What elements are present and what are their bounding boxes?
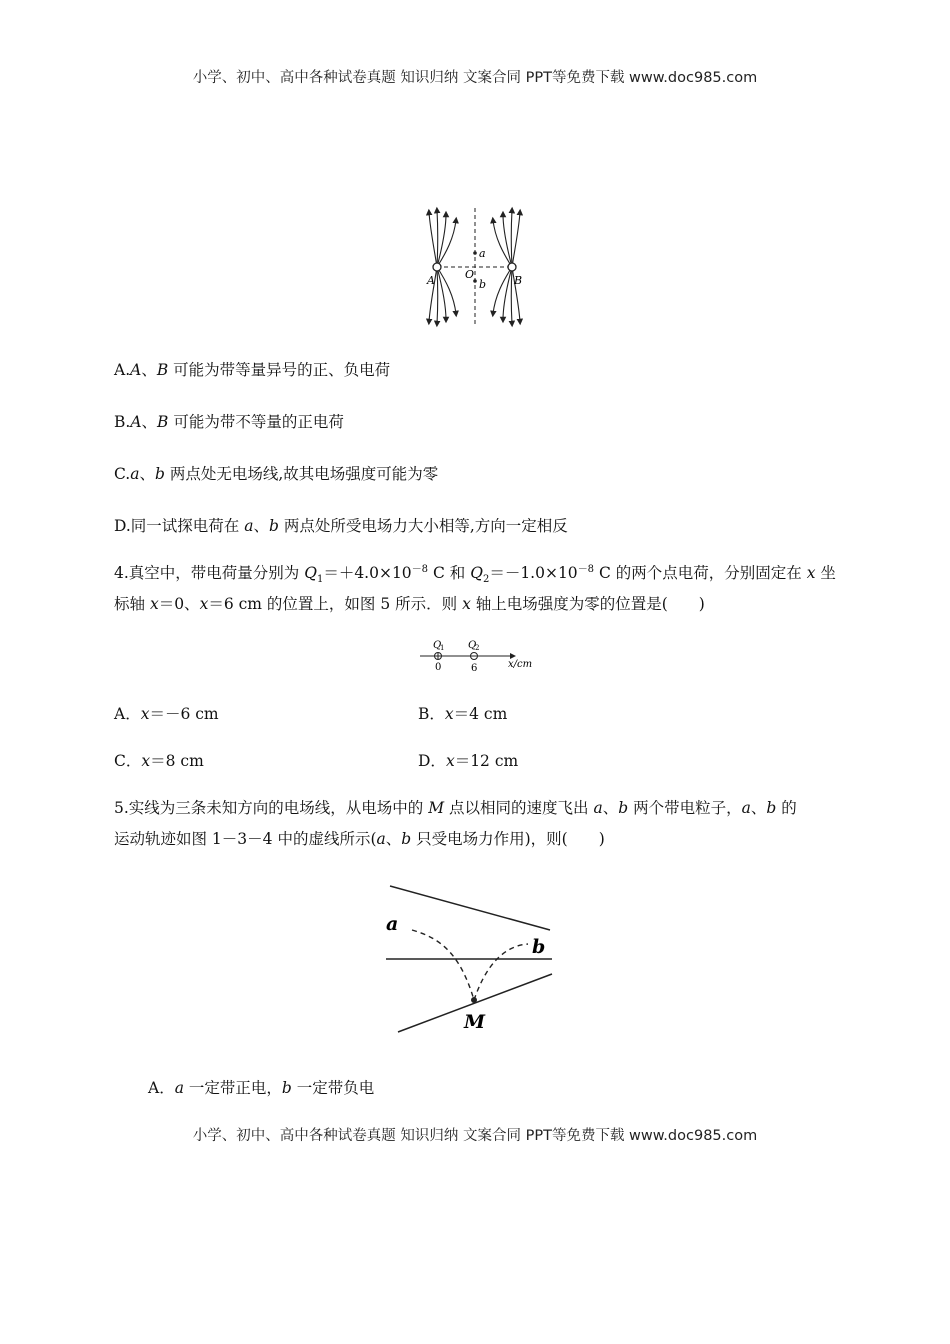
axis-label: x/cm <box>508 659 533 670</box>
q3-option-d: D.同一试探电荷在 a、b 两点处所受电场力大小相等,方向一定相反 <box>114 517 568 535</box>
label-a: a <box>386 913 399 935</box>
tick-0: 0 <box>435 662 442 673</box>
label-a-charge: A <box>427 274 435 287</box>
q4-stem-line1: 4.真空中，带电荷量分别为 $Q_1=+4.0\times 10^{-8}$ C 和 $Q_2=-1.0\times 10^{-8}$ C 的两个点电荷，分别固定在 x 坐 <box>114 563 836 586</box>
page-header: 小学、初中、高中各种试卷真题 知识归纳 文案合同 PPT等免费下载 www.doc985.com <box>192 70 758 86</box>
point-m-dot <box>471 997 477 1003</box>
label-q2: Q <box>468 640 477 651</box>
q4-option-a: A．x＝－6 cm <box>114 705 219 723</box>
q4-stem-line2: 标轴 x＝0、x＝6 cm 的位置上，如图 5 所示．则 x 轴上电场强度为零的位置是( ) <box>114 595 705 613</box>
q3-option-b: B.A、B 可能为带不等量的正电荷 <box>114 413 344 431</box>
charge-a-circle <box>433 263 441 271</box>
q5-stem-line1: 5.实线为三条未知方向的电场线，从电场中的 M 点以相同的速度飞出 a、b 两个带电粒子，a、b 的 <box>114 799 797 817</box>
trajectory-a <box>412 930 474 1000</box>
label-b: b <box>532 936 546 958</box>
page-footer: 小学、初中、高中各种试卷真题 知识归纳 文案合同 PPT等免费下载 www.doc985.com <box>192 1128 758 1144</box>
q3-field-line-figure <box>420 208 530 326</box>
q3-option-c: C.a、b 两点处无电场线,故其电场强度可能为零 <box>114 465 439 483</box>
q5-option-a: A．a 一定带正电，b 一定带负电 <box>148 1079 375 1097</box>
q5-stem-line2: 运动轨迹如图 1－3－4 中的虚线所示(a、b 只受电场力作用)，则( ) <box>114 830 605 848</box>
q4-option-d: D．x＝12 cm <box>418 752 519 770</box>
label-point-b: b <box>479 278 487 291</box>
label-q1-sub: 1 <box>440 644 445 652</box>
q3-option-a: A.A、B 可能为带等量异号的正、负电荷 <box>114 361 391 379</box>
label-point-a: a <box>479 247 486 260</box>
label-q1: Q <box>433 640 442 651</box>
label-m: M <box>464 1011 486 1033</box>
q4-option-c: C．x＝8 cm <box>114 752 204 770</box>
q4-axis-figure <box>418 636 538 676</box>
tick-6: 6 <box>471 663 478 674</box>
q4-option-b: B．x＝4 cm <box>418 705 508 723</box>
point-a-dot <box>473 251 477 255</box>
charge-b-circle <box>508 263 516 271</box>
trajectory-b <box>474 944 528 1000</box>
q5-trajectory-figure <box>380 878 560 1038</box>
field-line-top <box>390 886 550 930</box>
label-b-charge: B <box>514 274 523 287</box>
label-o: O <box>465 268 475 281</box>
label-q2-sub: 2 <box>475 644 480 652</box>
